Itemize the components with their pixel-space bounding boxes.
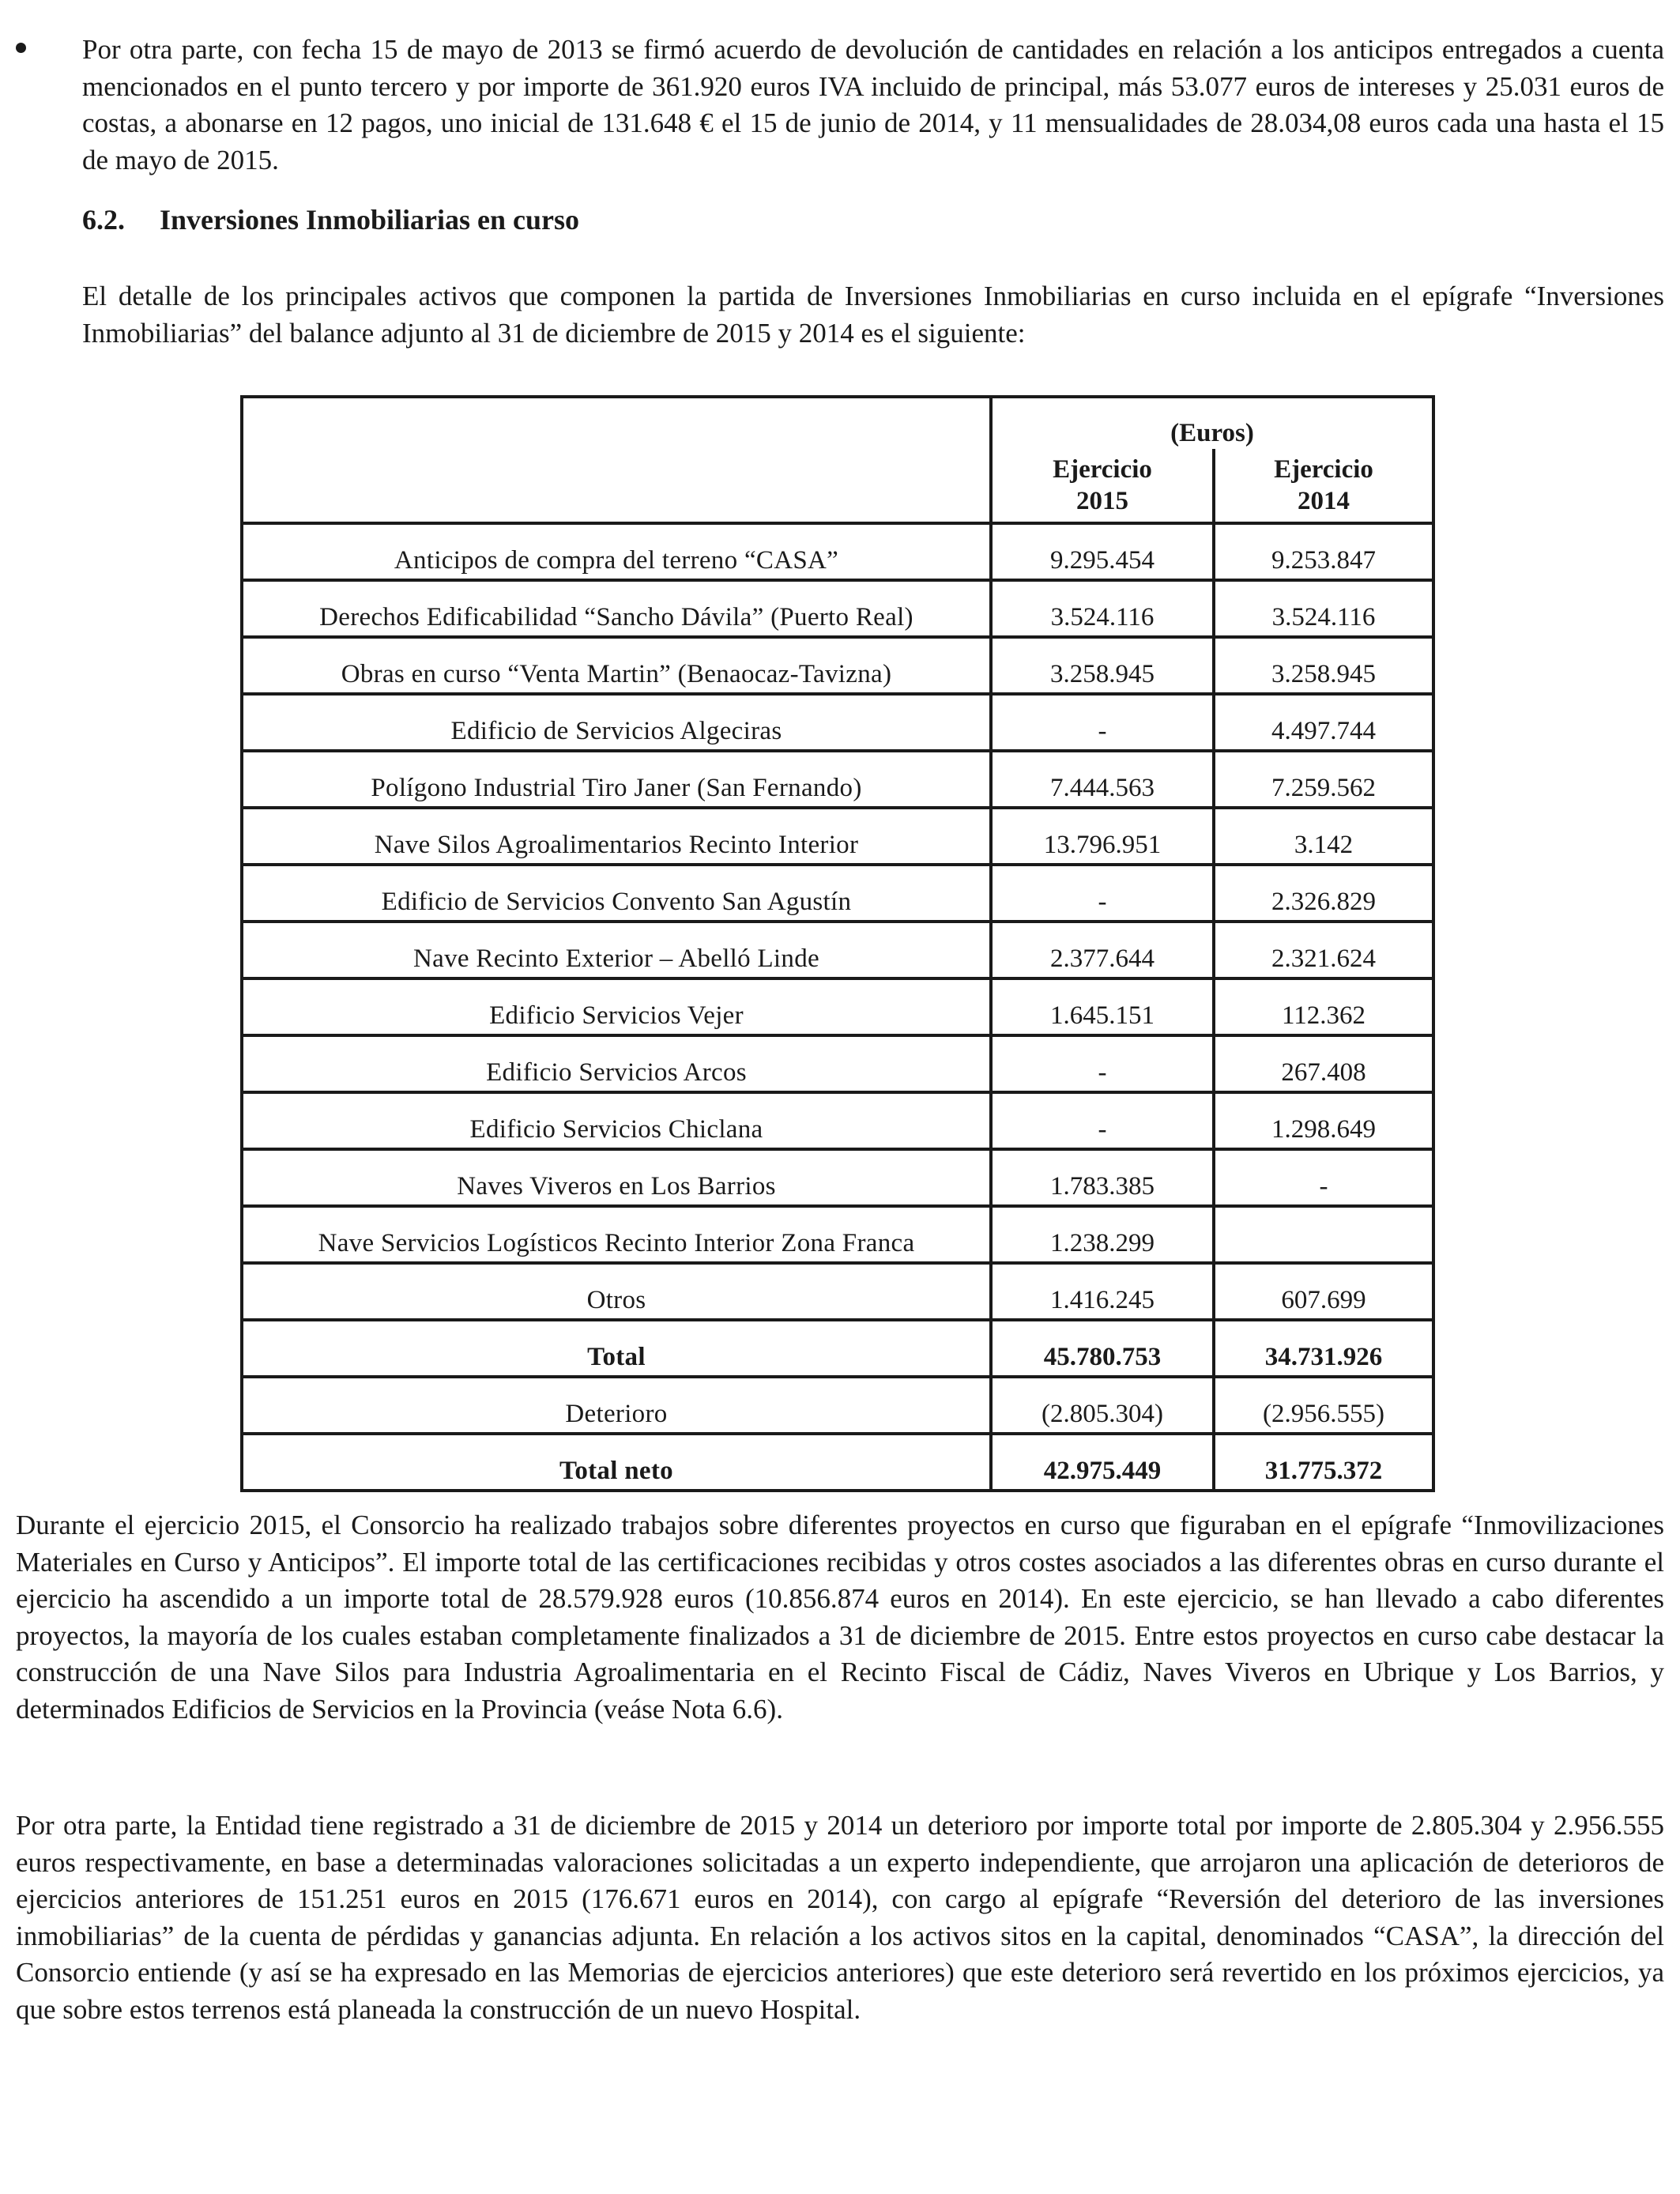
row-label: Edificio Servicios Chiclana — [242, 1092, 991, 1149]
header-blank-cell — [242, 397, 991, 523]
row-label: Polígono Industrial Tiro Janer (San Fernando) — [242, 751, 991, 808]
value-2015: - — [991, 694, 1214, 751]
table-row — [242, 694, 1433, 751]
row-label: Nave Silos Agroalimentarios Recinto Interior — [242, 808, 991, 865]
row-label: Nave Recinto Exterior – Abelló Linde — [242, 922, 991, 978]
table-row — [242, 1206, 1433, 1263]
value-2014: 3.258.945 — [1214, 637, 1433, 694]
section-heading — [82, 202, 579, 238]
deterioro-row — [242, 1377, 1433, 1434]
row-label: Total neto — [242, 1434, 991, 1491]
value-2015: 2.377.644 — [991, 922, 1214, 978]
investments-table — [240, 395, 1435, 1492]
row-label: Deterioro — [242, 1377, 991, 1434]
intro-paragraph: El detalle de los principales activos que componen la partida de Inversiones Inmobiliarias en curso incluida en el epígrafe “Inversiones Inmobiliarias” del balance adjunto al 31 de diciembre de 2015 y 2014 es el siguiente: — [82, 281, 1664, 349]
value-2014: 607.699 — [1214, 1263, 1433, 1320]
value-2014: 1.298.649 — [1214, 1092, 1433, 1149]
value-2014: (2.956.555) — [1214, 1377, 1433, 1434]
table-header-row — [242, 397, 1433, 449]
value-2014: 3.142 — [1214, 808, 1433, 865]
row-label: Anticipos de compra del terreno “CASA” — [242, 523, 991, 580]
value-2015: 13.796.951 — [991, 808, 1214, 865]
row-label: Edificio de Servicios Convento San Agustín — [242, 865, 991, 922]
table-row — [242, 1035, 1433, 1092]
value-2015: 3.524.116 — [991, 580, 1214, 637]
value-2015: - — [991, 1092, 1214, 1149]
value-2015: 1.645.151 — [991, 978, 1214, 1035]
value-2014: 267.408 — [1214, 1035, 1433, 1092]
value-2014: 2.321.624 — [1214, 922, 1433, 978]
row-label: Total — [242, 1320, 991, 1377]
row-label: Derechos Edificabilidad “Sancho Dávila” (Puerto Real) — [242, 580, 991, 637]
value-2014: 31.775.372 — [1214, 1434, 1433, 1491]
paragraph-3: Por otra parte, la Entidad tiene registrado a 31 de diciembre de 2015 y 2014 un deterioro por importe total por importe de 2.805.304 y 2.956.555 euros respectivamente, en base a determinadas valoraciones solicitadas a un experto independiente, que arrojaron una aplicación de deterioros de ejercicios anteriores de 151.251 euros en 2015 (176.671 euros en 2014), con cargo al epígrafe “Reversión del deterioro de las inversiones inmobiliarias” de la cuenta de pérdidas y ganancias adjunta. En relación a los activos sitos en la capital, denominados “CASA”, la dirección del Consorcio entiende (y así se ha expresado en las Memorias de ejercicios anteriores) que este deterioro será revertido en los próximos ejercicios, ya que sobre estos terrenos está planeada la construcción de un nuevo Hospital. — [16, 1810, 1664, 2025]
value-2015: 1.783.385 — [991, 1149, 1214, 1206]
row-label: Edificio Servicios Vejer — [242, 978, 991, 1035]
value-2014: 9.253.847 — [1214, 523, 1433, 580]
table-row — [242, 865, 1433, 922]
row-label: Otros — [242, 1263, 991, 1320]
value-2014: 4.497.744 — [1214, 694, 1433, 751]
table-row — [242, 751, 1433, 808]
table-row — [242, 1092, 1433, 1149]
value-2015: 1.416.245 — [991, 1263, 1214, 1320]
units-header: (Euros) — [991, 397, 1433, 449]
total-neto-row — [242, 1434, 1433, 1491]
value-2015: (2.805.304) — [991, 1377, 1214, 1434]
value-2014: 34.731.926 — [1214, 1320, 1433, 1377]
table-row — [242, 637, 1433, 694]
value-2015: 3.258.945 — [991, 637, 1214, 694]
value-2014: - — [1214, 1149, 1433, 1206]
bullet-dot — [16, 43, 26, 53]
row-label: Obras en curso “Venta Martin” (Benaocaz-Tavizna) — [242, 637, 991, 694]
value-2014: 112.362 — [1214, 978, 1433, 1035]
value-2015: 1.238.299 — [991, 1206, 1214, 1263]
column-header-2015: Ejercicio 2015 — [991, 449, 1214, 523]
table-row — [242, 808, 1433, 865]
value-2014: 7.259.562 — [1214, 751, 1433, 808]
row-label: Nave Servicios Logísticos Recinto Interior Zona Franca — [242, 1206, 991, 1263]
table-row — [242, 523, 1433, 580]
row-label: Edificio de Servicios Algeciras — [242, 694, 991, 751]
table-row — [242, 922, 1433, 978]
column-header-2014: Ejercicio 2014 — [1214, 449, 1433, 523]
value-2015: - — [991, 865, 1214, 922]
table-row — [242, 1263, 1433, 1320]
value-2014: 3.524.116 — [1214, 580, 1433, 637]
value-2015: - — [991, 1035, 1214, 1092]
value-2015: 9.295.454 — [991, 523, 1214, 580]
table-row — [242, 580, 1433, 637]
value-2015: 42.975.449 — [991, 1434, 1214, 1491]
total-row — [242, 1320, 1433, 1377]
value-2014 — [1214, 1206, 1433, 1263]
row-label: Edificio Servicios Arcos — [242, 1035, 991, 1092]
value-2015: 7.444.563 — [991, 751, 1214, 808]
section-title: Inversiones Inmobiliarias en curso — [160, 204, 580, 236]
table-row — [242, 1149, 1433, 1206]
bullet-paragraph: Por otra parte, con fecha 15 de mayo de 2013 se firmó acuerdo de devolución de cantidades en relación a los anticipos entregados a cuenta mencionados en el punto tercero y por importe de 361.920 euros IVA incluido de principal, más 53.077 euros de intereses y 25.031 euros de costas, a abonarse en 12 pagos, uno inicial de 131.648 € el 15 de junio de 2014, y 11 mensualidades de 28.034,08 euros cada una hasta el 15 de mayo de 2015. — [82, 34, 1664, 175]
section-number: 6.2. — [82, 204, 125, 236]
row-label: Naves Viveros en Los Barrios — [242, 1149, 991, 1206]
table-row — [242, 978, 1433, 1035]
value-2014: 2.326.829 — [1214, 865, 1433, 922]
value-2015: 45.780.753 — [991, 1320, 1214, 1377]
paragraph-2: Durante el ejercicio 2015, el Consorcio ha realizado trabajos sobre diferentes proyectos en curso que figuraban en el epígrafe “Inmovilizaciones Materiales en Curso y Anticipos”. El importe total de las certificaciones recibidas y otros costes asociados a las diferentes obras en curso durante el ejercicio ha ascendido a un importe total de 28.579.928 euros (10.856.874 euros en 2014). En este ejercicio, se han llevado a cabo diferentes proyectos, la mayoría de los cuales estaban completamente finalizados a 31 de diciembre de 2015. Entre estos proyectos en curso cabe destacar la construcción de una Nave Silos para Industria Agroalimentaria en el Recinto Fiscal de Cádiz, Naves Viveros en Ubrique y Los Barrios, y determinados Edificios de Servicios en la Provincia (veáse Nota 6.6). — [16, 1510, 1664, 1725]
